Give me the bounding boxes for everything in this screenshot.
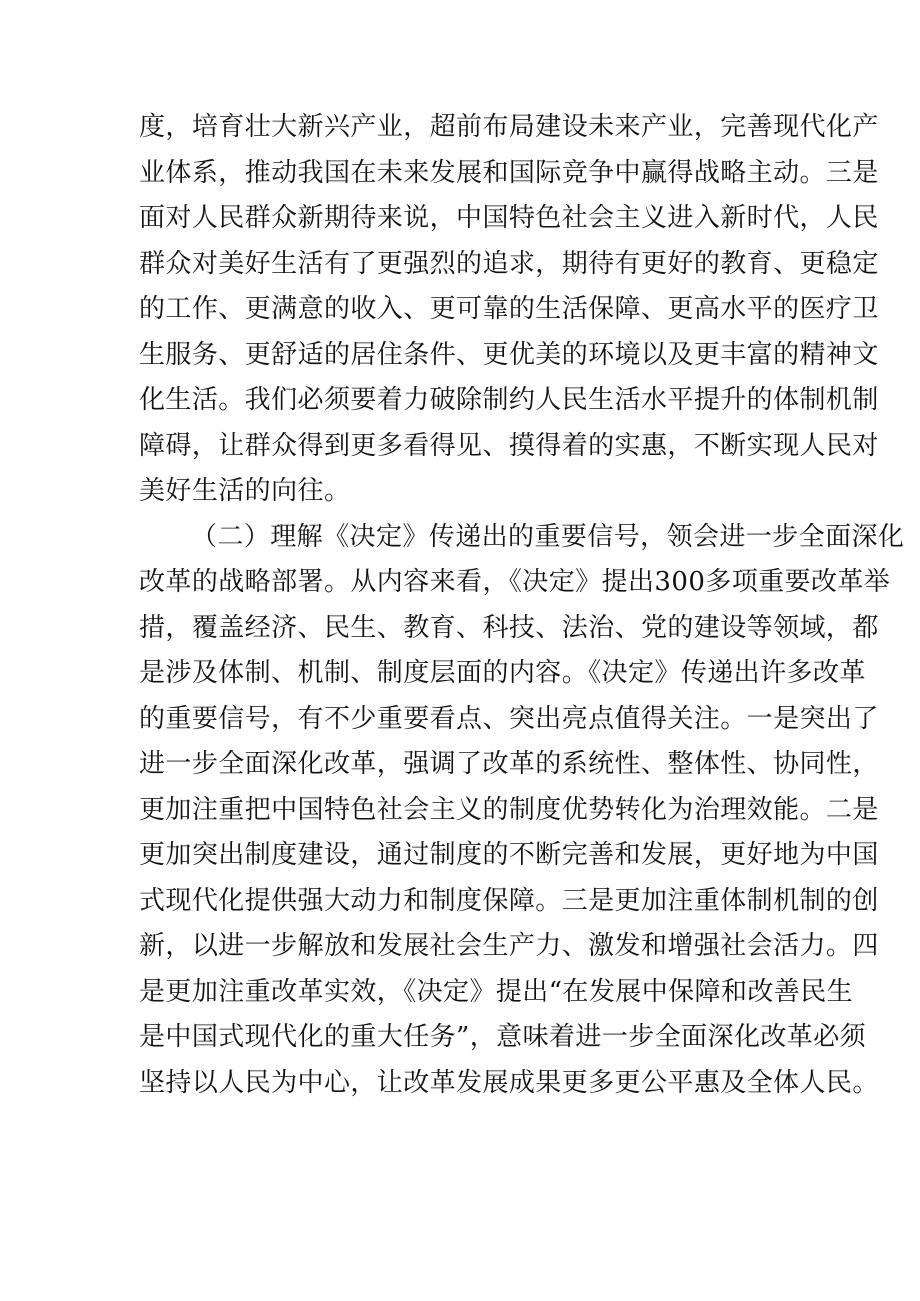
paragraph-2-line-5: 的重要信号，有不少重要看点、突出亮点值得关注。一是突出了	[139, 703, 879, 734]
paragraph-2-line-11: 是更加注重改革实效，《决定》提出“在发展中保障和改善民生	[139, 976, 854, 1007]
paragraph-2-line-8: 更加突出制度建设，通过制度的不断完善和发展，更好地为中国	[139, 840, 879, 870]
paragraph-2-line-6: 进一步全面深化改革，强调了改革的系统性、整体性、协同性，	[139, 749, 879, 779]
paragraph-2-line-9: 式现代化提供强大动力和制度保障。三是更加注重体制机制的创	[139, 885, 879, 916]
paragraph-1-line-3: 面对人民群众新期待来说，中国特色社会主义进入新时代，人民	[139, 203, 879, 233]
paragraph-1-line-1: 度，培育壮大新兴产业，超前布局建设未来产业，完善现代化产	[139, 112, 879, 142]
paragraph-1-line-6: 生服务、更舒适的居住条件、更优美的环境以及更丰富的精神文	[139, 339, 879, 370]
paragraph-1-line-7: 化生活。我们必须要着力破除制约人民生活水平提升的体制机制	[139, 385, 879, 415]
paragraph-2-line-12: 是中国式现代化的重大任务”，意味着进一步全面深化改革必须	[139, 1022, 867, 1052]
paragraph-2-line-4: 是涉及体制、机制、制度层面的内容。《决定》传递出许多改革	[139, 658, 866, 688]
paragraph-1-line-2: 业体系，推动我国在未来发展和国际竞争中赢得战略主动。三是	[139, 157, 879, 188]
paragraph-1-line-5: 的工作、更满意的收入、更可靠的生活保障、更高水平的医疗卫	[139, 294, 879, 324]
paragraph-2-line-1: （二）理解《决定》传递出的重要信号，领会进一步全面深化	[191, 521, 905, 552]
paragraph-1-line-8: 障碍，让群众得到更多看得见、摸得着的实惠，不断实现人民对	[139, 430, 879, 461]
paragraph-2-line-13: 坚持以人民为中心，让改革发展成果更多更公平惠及全体人民。	[139, 1067, 879, 1098]
paragraph-2-line-2: 改革的战略部署。从内容来看，《决定》提出300多项重要改革举	[139, 567, 891, 597]
paragraph-2-line-7: 更加注重把中国特色社会主义的制度优势转化为治理效能。二是	[139, 794, 879, 825]
paragraph-2-line-3: 措，覆盖经济、民生、教育、科技、法治、党的建设等领域，都	[139, 612, 879, 643]
document-body	[139, 105, 905, 1106]
paragraph-2-line-10: 新，以进一步解放和发展社会生产力、激发和增强社会活力。四	[139, 931, 879, 961]
paragraph-1-line-4: 群众对美好生活有了更强烈的追求，期待有更好的教育、更稳定	[139, 248, 879, 279]
paragraph-1-line-9: 美好生活的向往。	[139, 476, 351, 506]
